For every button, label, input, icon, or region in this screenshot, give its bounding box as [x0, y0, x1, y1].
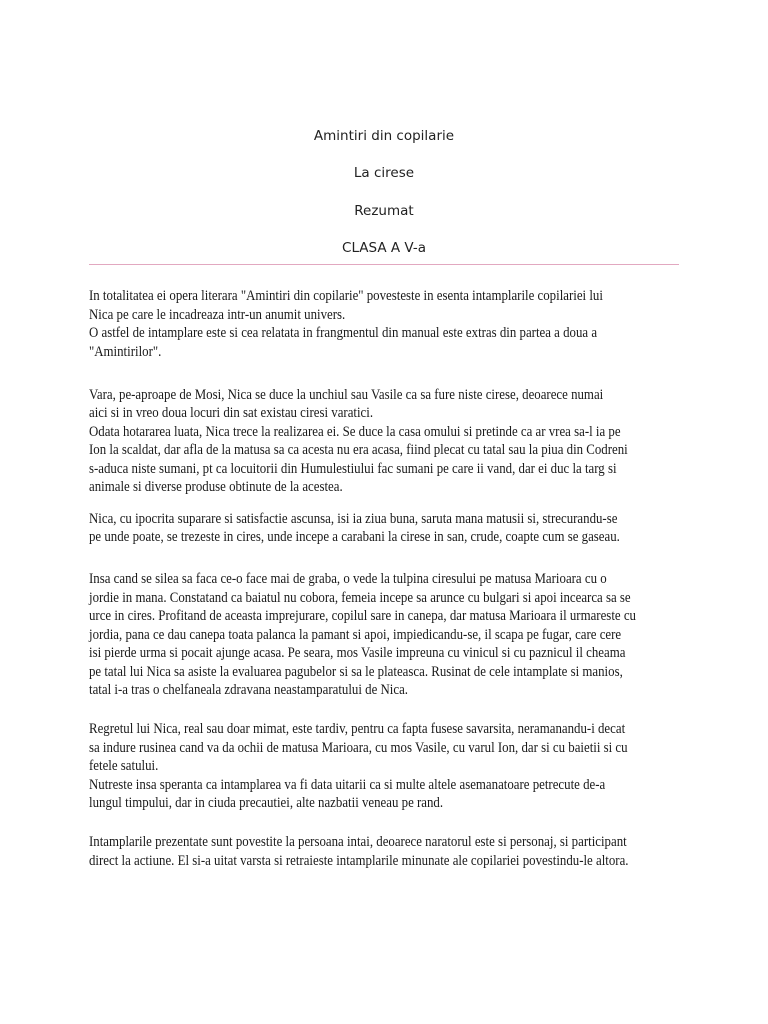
- text-line: urce in cires. Profitand de aceasta imprejurare, copilul sare in canepa, dar matusa Marioara il urmareste cu: [89, 608, 636, 624]
- text-line: Regretul lui Nica, real sau doar mimat, este tardiv, pentru ca fapta fusese savarsita, neramanandu-i decat: [89, 721, 626, 737]
- document-title: Amintiri din copilarie: [313, 128, 455, 144]
- text-line: s-aduca niste sumani, pt ca locuitorii din Humulestiului fac sumani pe care ii vand, dar ei duc la targ si: [89, 460, 617, 477]
- text-line: pe tatal lui Nica sa asiste la evaluarea pagubelor si sa le plateasca. Rusinat de cele intamplate si manios,: [89, 663, 623, 680]
- text-line: jordie in mana. Constatand ca baiatul nu cobora, femeia incepe sa arunce cu bulgari si apoi incearca sa se: [89, 589, 631, 606]
- text-line: Ion la scaldat, dar afla de la matusa sa ca acesta nu era acasa, fiind plecat cu tatal sau la piua din Codreni: [89, 442, 628, 458]
- paragraph-gap: [89, 547, 679, 566]
- text-line: Insa cand se silea sa faca ce-o face mai de graba, o vede la tulpina ciresului pe matusa Marioara cu o: [89, 571, 607, 587]
- paragraph-5: [89, 720, 679, 813]
- document-kind: Rezumat: [354, 203, 414, 219]
- text-line: Intamplarile prezentate sunt povestite la persoana intai, deoarece naratorul este si personaj, si participant: [89, 834, 627, 850]
- text-line: fetele satului.: [89, 758, 159, 774]
- text-line: direct la actiune. El si-a uitat varsta si retraieste intamplarile minunate ale copilariei povestindu-le altora.: [89, 852, 629, 869]
- text-line: In totalitatea ei opera literara "Amintiri din copilarie" povesteste in esenta intamplarile copilariei lui: [89, 288, 603, 304]
- paragraph-3: [89, 510, 679, 547]
- header-divider: [89, 264, 679, 265]
- text-line: Nutreste insa speranta ca intamplarea va fi data uitarii ca si multe altele asemanatoare petrecute de-a: [89, 776, 606, 793]
- paragraph-gap: [89, 361, 679, 380]
- paragraph-gap: [89, 813, 679, 832]
- text-line: animale si diverse produse obtinute de la acestea.: [89, 479, 343, 495]
- text-line: lungul timpului, dar in ciuda precautiei, alte nazbatii veneau pe rand.: [89, 795, 444, 811]
- paragraph-6: [89, 833, 679, 870]
- text-line: O astfel de intamplare este si cea relatata in frangmentul din manual este extras din partea a doua a: [89, 325, 598, 341]
- paragraph-1: [89, 287, 679, 361]
- text-line: aici si in vreo doua locuri din sat existau ciresi varatici.: [89, 405, 374, 421]
- paragraph-gap: [89, 497, 679, 510]
- grade-label: CLASA A V-a: [342, 240, 426, 256]
- paragraph-gap: [89, 700, 679, 719]
- text-line: pe unde poate, se trezeste in cires, unde incepe a carabani la cirese in san, crude, coapte cum se gaseau.: [89, 529, 620, 545]
- paragraph-4: [89, 570, 679, 700]
- text-line: "Amintirilor".: [89, 343, 162, 360]
- text-line: Odata hotararea luata, Nica trece la realizarea ei. Se duce la casa omului si pretinde ca ar vrea sa-l ia pe: [89, 423, 621, 440]
- paragraph-2: [89, 386, 679, 497]
- text-line: Nica pe care le incadreaza intr-un anumit univers.: [89, 306, 346, 323]
- text-line: Nica, cu ipocrita suparare si satisfactie ascunsa, isi ia ziua buna, saruta mana matusii si, strecurandu-se: [89, 510, 618, 527]
- text-line: sa indure rusinea cand va da ochii de matusa Marioara, cu mos Vasile, cu varul Ion, dar si cu baietii si cu: [89, 739, 628, 756]
- text-line: tatal i-a tras o chelfaneala zdravana neastamparatului de Nica.: [89, 682, 409, 698]
- summary-body: [89, 287, 679, 870]
- chapter-title: La cirese: [353, 165, 415, 181]
- text-line: Vara, pe-aproape de Mosi, Nica se duce la unchiul sau Vasile ca sa fure niste cirese, deoarece numai: [89, 386, 604, 403]
- text-line: isi pierde urma si pocait ajunge acasa. Pe seara, mos Vasile impreuna cu vinicul si cu paznicul il cheama: [89, 645, 626, 661]
- text-line: jordia, pana ce dau canepa toata palanca la pamant si apoi, impiedicandu-se, il scapa pe fugar, care cere: [89, 626, 622, 643]
